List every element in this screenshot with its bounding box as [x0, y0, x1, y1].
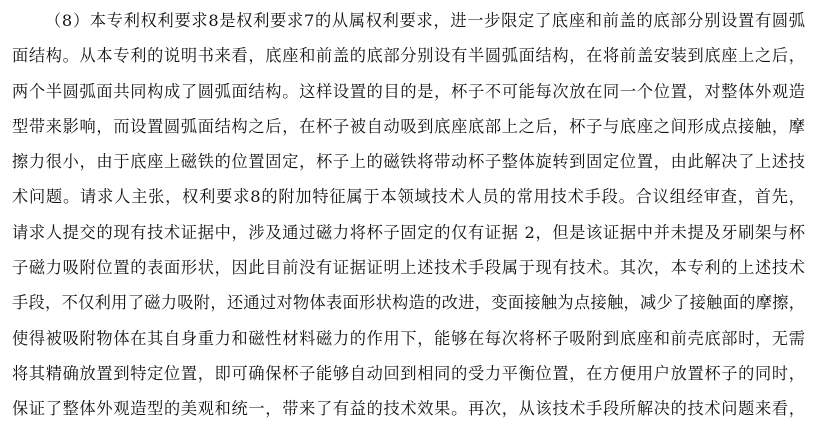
paragraph-line-8: 子磁力吸附位置的表面形状，因此目前没有证据证明上述技术手段属于现有技术。其次，本专利的上述技术: [12, 258, 805, 278]
paragraph-line-1: （8）本专利权利要求8是权利要求7的从属权利要求，进一步限定了底座和前盖的底部分别设置有圆弧: [45, 11, 805, 30]
paragraph-line-6: 术问题。请求人主张，权利要求8的附加特征属于本领域技术人员的常用技术手段。合议组经审查，首先，: [12, 187, 805, 207]
paragraph-line-7: 请求人提交的现有技术证据中，涉及通过磁力将杯子固定的仅有证据 2，但是该证据中并未提及牙刷架与杯: [12, 222, 805, 242]
paragraph-line-12: 保证了整体外观造型的美观和统一，带来了有益的技术效果。再次，从该技术手段所解决的技术问题来看，: [12, 399, 805, 419]
paragraph-line-11: 将其精确放置到特定位置，即可确保杯子能够自动回到相同的受力平衡位置，在方便用户放置杯子的同时，: [12, 363, 805, 383]
paragraph-line-9: 手段，不仅利用了磁力吸附，还通过对物体表面形状构造的改进，变面接触为点接触，减少了接触面的摩擦，: [12, 293, 805, 313]
paragraph-line-3: 两个半圆弧面共同构成了圆弧面结构。这样设置的目的是，杯子不可能每次放在同一个位置，对整体外观造: [12, 81, 805, 101]
paragraph-line-10: 使得被吸附物体在其自身重力和磁性材料磁力的作用下，能够在每次将杯子吸附到底座和前壳底部时，无需: [12, 328, 805, 348]
paragraph-line-4: 型带来影响，而设置圆弧面结构之后，在杯子被自动吸到底座底部上之后，杯子与底座之间形成点接触，摩: [12, 116, 805, 136]
paragraph-line-2: 面结构。从本专利的说明书来看，底座和前盖的底部分别设有半圆弧面结构，在将前盖安装到底座上之后，: [12, 46, 805, 66]
paragraph-line-5: 擦力很小，由于底座上磁铁的位置固定，杯子上的磁铁将带动杯子整体旋转到固定位置，由此解决了上述技: [12, 152, 805, 172]
